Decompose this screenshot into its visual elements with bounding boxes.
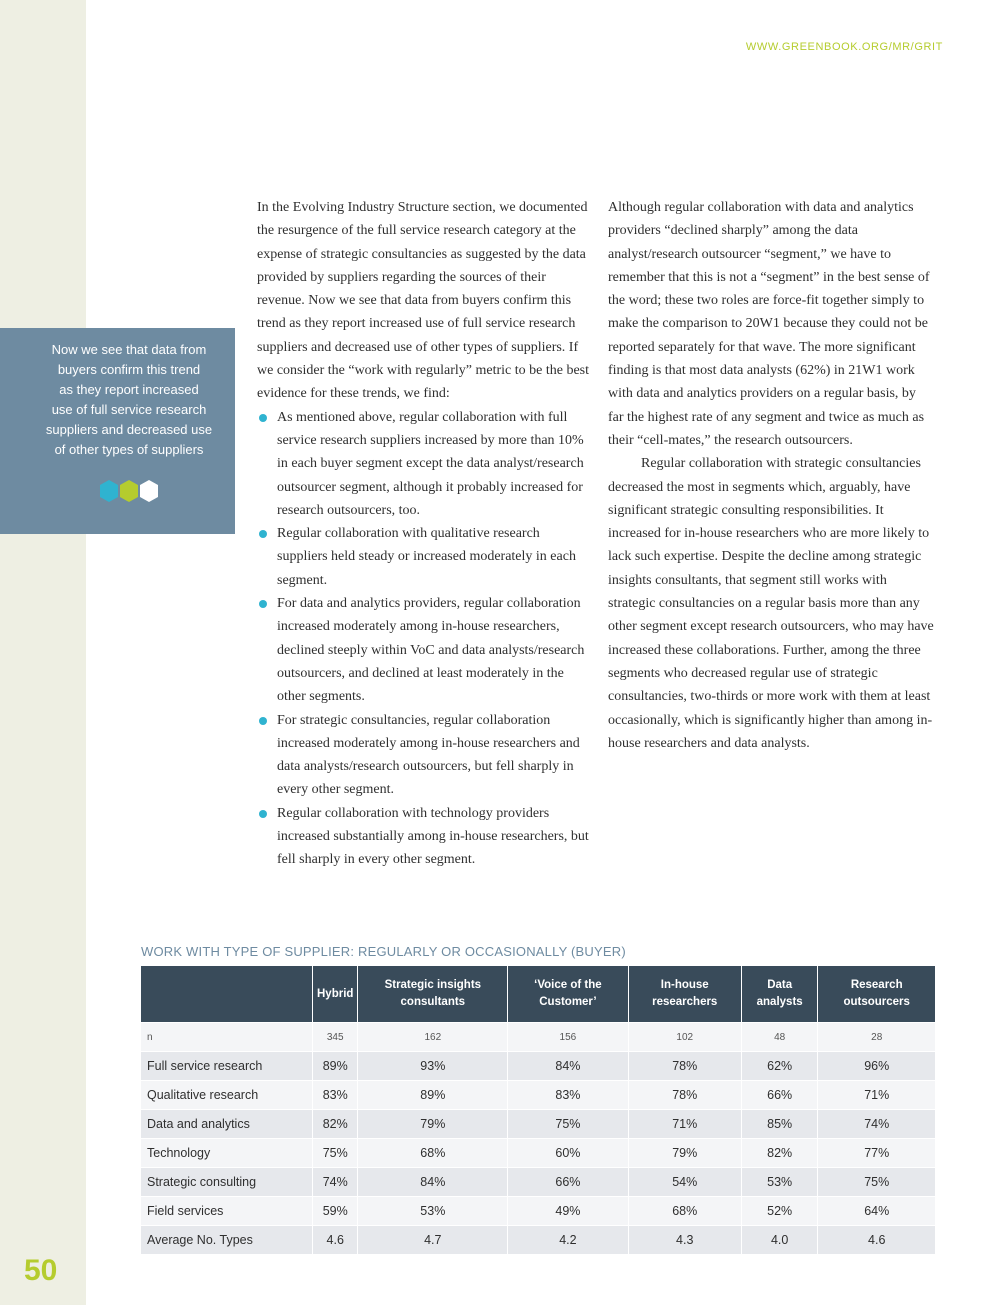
table-header-cell — [141, 966, 313, 1023]
table-row-label: Full service research — [141, 1052, 313, 1081]
article-column-left — [257, 196, 593, 872]
table-row-label: Average No. Types — [141, 1226, 313, 1255]
table-cell: 85% — [741, 1110, 818, 1139]
pull-quote-box — [0, 328, 235, 534]
bullet-dot-icon — [259, 414, 267, 422]
bullet-dot-icon — [259, 530, 267, 538]
table-cell: 75% — [313, 1139, 358, 1168]
table-cell: 84% — [358, 1168, 508, 1197]
list-item: As mentioned above, regular collaboration with full service research suppliers increased by more than 10% in each buyer segment except the data analyst/research outsourcer segment, although it probably increased for research outsourcers, too. — [257, 406, 593, 522]
table-cell: 82% — [313, 1110, 358, 1139]
table-cell: 48 — [741, 1023, 818, 1052]
table-cell: 74% — [818, 1110, 935, 1139]
table-cell: 4.6 — [313, 1226, 358, 1255]
table-cell: 79% — [358, 1110, 508, 1139]
table-cell: 83% — [508, 1081, 628, 1110]
table-cell: 102 — [628, 1023, 741, 1052]
hexagon-blue-icon — [100, 480, 118, 502]
table-cell: 89% — [358, 1081, 508, 1110]
table-row — [141, 1052, 935, 1081]
table-cell: 162 — [358, 1023, 508, 1052]
list-item: For data and analytics providers, regular collaboration increased moderately among in-house researchers, declined steeply within VoC and data analysts/research outsourcers, and declined at least moderately in the other segments. — [257, 592, 593, 708]
table-cell: 53% — [741, 1168, 818, 1197]
table-row-label: Qualitative research — [141, 1081, 313, 1110]
findings-list — [257, 406, 593, 872]
table-cell: 84% — [508, 1052, 628, 1081]
supplier-usage-table — [141, 966, 935, 1254]
paragraph: Although regular collaboration with data and analytics providers “declined sharply” among the data analyst/research outsourcer “segment,” we have to remember that this is not a “segment” in the best sense of the word; these two roles are force-fit together simply to make the comparison to 20W1 because they could not be reported separately for that wave. The more significant finding is that most data analysts (62%) in 21W1 work with data and analytics providers on a regular basis, by far the highest rate of any segment and twice as much as their “cell-mates,” the research outsourcers. — [608, 200, 930, 448]
table-cell: 52% — [741, 1197, 818, 1226]
table-cell: 71% — [818, 1081, 935, 1110]
table-cell: 68% — [358, 1139, 508, 1168]
table-header-cell: Research outsourcers — [818, 966, 935, 1023]
table-cell: 345 — [313, 1023, 358, 1052]
table-row — [141, 1110, 935, 1139]
table-cell: 54% — [628, 1168, 741, 1197]
table-cell: 74% — [313, 1168, 358, 1197]
bullet-dot-icon — [259, 810, 267, 818]
table-cell: 4.7 — [358, 1226, 508, 1255]
bullet-dot-icon — [259, 717, 267, 725]
table-cell: 96% — [818, 1052, 935, 1081]
page-number: 50 — [24, 1254, 58, 1287]
table-header-row — [141, 966, 935, 1023]
paragraph: Regular collaboration with strategic consultancies decreased the most in segments which, arguably, have significant strategic consulting responsibilities. It increased for in-house researchers who are more likely to lack such expertise. Despite the decline among strategic insights consultants, that segment still works with strategic consultancies on a regular basis more than any other segment except research outsourcers, who may have increased these collaborations. Further, among the three segments who decreased regular use of strategic consultancies, two-thirds or more work with them at least occasionally, which is significantly higher than among in-house researchers and data analysts. — [608, 456, 934, 751]
table-cell: 59% — [313, 1197, 358, 1226]
table-cell: 66% — [508, 1168, 628, 1197]
table-cell: 78% — [628, 1052, 741, 1081]
list-item: For strategic consultancies, regular collaboration increased moderately among in-house researchers and data analysts/research outsourcers, but fell sharply in every other segment. — [257, 709, 593, 802]
table-header-cell: Data analysts — [741, 966, 818, 1023]
bullet-dot-icon — [259, 600, 267, 608]
table-row-label: Technology — [141, 1139, 313, 1168]
table-sample-size-row — [141, 1023, 935, 1052]
table-cell: 89% — [313, 1052, 358, 1081]
table-cell: 49% — [508, 1197, 628, 1226]
table-cell: 77% — [818, 1139, 935, 1168]
table-cell: 75% — [818, 1168, 935, 1197]
table-cell: 79% — [628, 1139, 741, 1168]
table-cell: 53% — [358, 1197, 508, 1226]
hexagon-green-icon — [120, 480, 138, 502]
table-cell: 28 — [818, 1023, 935, 1052]
table-row — [141, 1168, 935, 1197]
left-margin-band — [0, 0, 86, 1305]
table-header-cell: In-house researchers — [628, 966, 741, 1023]
table-cell: 4.0 — [741, 1226, 818, 1255]
table-cell: 82% — [741, 1139, 818, 1168]
table-cell: 78% — [628, 1081, 741, 1110]
table-cell: 66% — [741, 1081, 818, 1110]
table-row-label: Strategic consulting — [141, 1168, 313, 1197]
hexagon-white-icon — [140, 480, 158, 502]
header-url[interactable]: WWW.GREENBOOK.ORG/MR/GRIT — [745, 41, 943, 53]
pull-quote-text: Now we see that data from buyers confirm this trend as they report increased use of full service research suppliers and decreased use of other types of suppliers — [45, 342, 213, 457]
table-cell: 64% — [818, 1197, 935, 1226]
hexagon-icons — [98, 478, 162, 506]
table-cell: 156 — [508, 1023, 628, 1052]
table-header-cell: Hybrid — [313, 966, 358, 1023]
table-header-cell: ‘Voice of the Customer’ — [508, 966, 628, 1023]
table-header-cell: Strategic insights consultants — [358, 966, 508, 1023]
table-cell: 83% — [313, 1081, 358, 1110]
table-title: WORK WITH TYPE OF SUPPLIER: REGULARLY OR OCCASIONALLY (BUYER) — [141, 944, 626, 959]
table-cell: 93% — [358, 1052, 508, 1081]
table-row-label: Field services — [141, 1197, 313, 1226]
table-cell: 4.6 — [818, 1226, 935, 1255]
table-cell: 4.3 — [628, 1226, 741, 1255]
table-cell: 71% — [628, 1110, 741, 1139]
article-column-right — [608, 196, 934, 755]
table-row-label: n — [141, 1023, 313, 1052]
table-cell: 60% — [508, 1139, 628, 1168]
table-cell: 75% — [508, 1110, 628, 1139]
table-row-label: Data and analytics — [141, 1110, 313, 1139]
table-row — [141, 1139, 935, 1168]
list-item: Regular collaboration with technology providers increased substantially among in-house researchers, but fell sharply in every other segment. — [257, 802, 593, 872]
list-item: Regular collaboration with qualitative research suppliers held steady or increased moderately in each segment. — [257, 522, 593, 592]
table-cell: 4.2 — [508, 1226, 628, 1255]
table-cell: 62% — [741, 1052, 818, 1081]
table-cell: 68% — [628, 1197, 741, 1226]
table-row — [141, 1226, 935, 1255]
intro-paragraph: In the Evolving Industry Structure section, we documented the resurgence of the full service research category at the expense of strategic consultancies as suggested by the data provided by suppliers regarding the sources of their revenue. Now we see that data from buyers confirm this trend as they report increased use of full service research suppliers and decreased use of other types of suppliers. If we consider the “work with regularly” metric to be the best evidence for these trends, we find: — [257, 200, 589, 402]
table-row — [141, 1197, 935, 1226]
table-row — [141, 1081, 935, 1110]
